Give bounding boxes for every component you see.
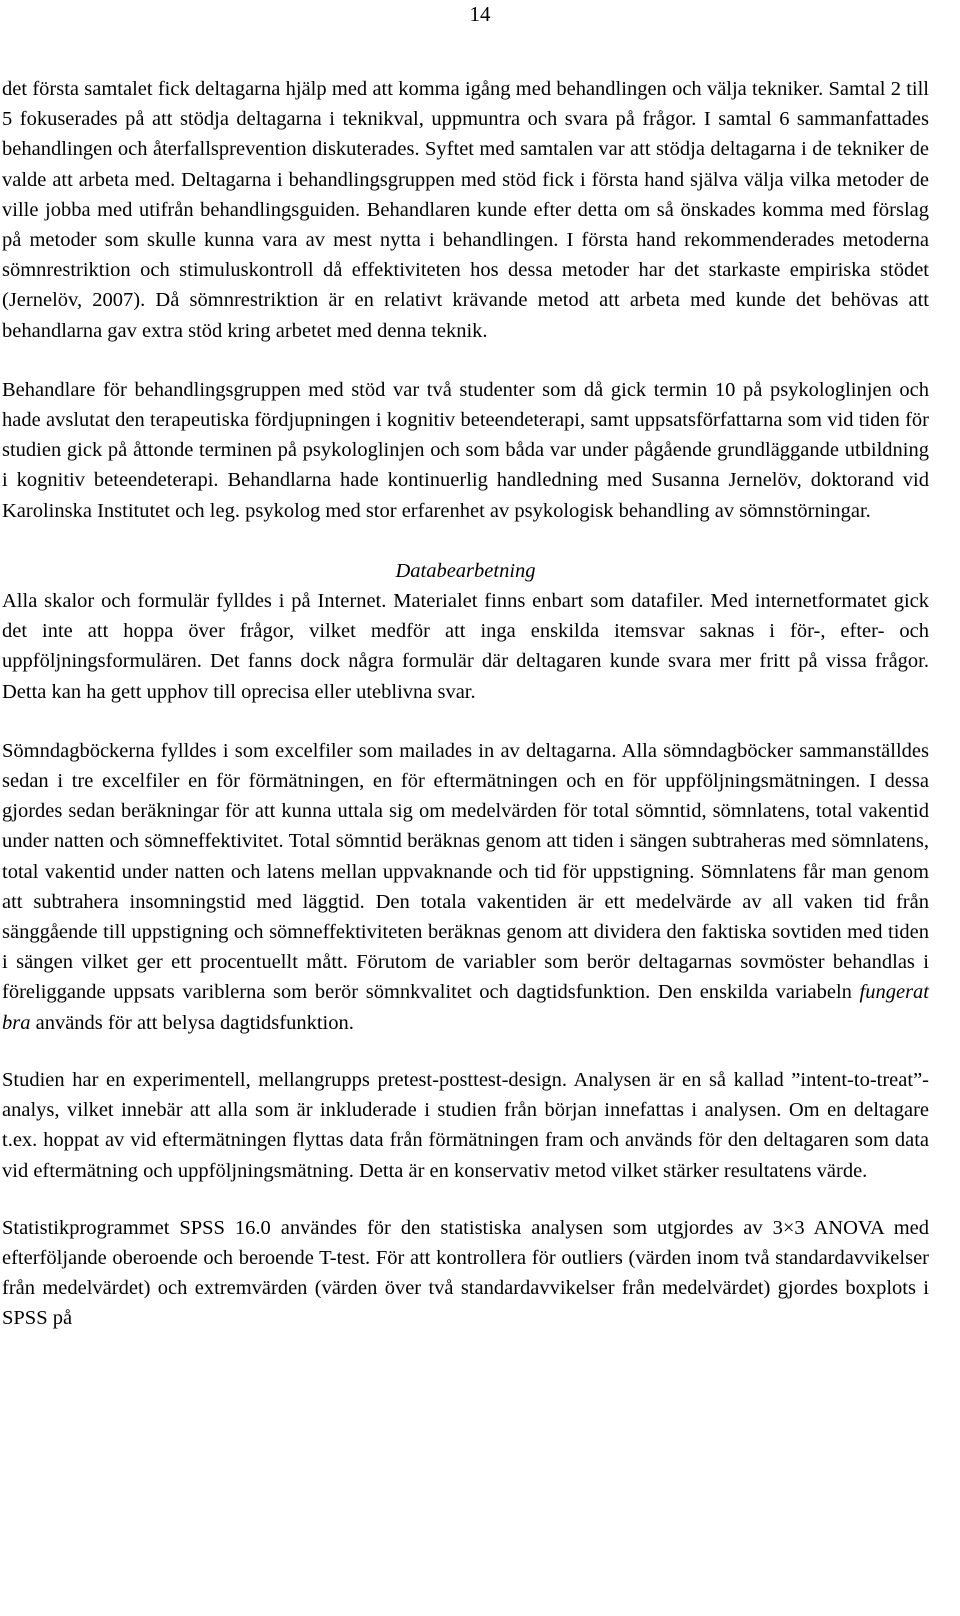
paragraph-therapists: Behandlare för behandlingsgruppen med stöd var två studenter som då gick termin 10 på psykologlinjen och hade avslutat den terapeutiska fördjupningen i kognitiv beteendeterapi, samt uppsatsförfattarna som vid tiden för studien gick på åttonde terminen på psykologlinjen och som båda var under pågående grundläggande utbildning i kognitiv beteendeterapi. Behandlarna hade kontinuerlig handledning med Susanna Jernelöv, doktorand vid Karolinska Institutet och leg. psykolog med stor erfarenhet av psykologisk behandling av sömnstörningar. xyxy=(2,378,929,522)
paragraph-forms: Alla skalor och formulär fylldes i på Internet. Materialet finns enbart som datafiler. Med internetformatet gick det inte att hoppa över frågor, vilket medför att inga enskilda itemsvar saknas i för-, efter- och uppföljningsformulären. Det fanns dock några formulär där deltagaren kunde svara mer fritt på vissa frågor. Detta kan ha gett upphov till oprecisa eller uteblivna svar. xyxy=(2,590,929,703)
document-body xyxy=(2,74,929,1334)
section-heading-databearbetning: Databearbetning xyxy=(395,559,536,582)
sleep-diaries-text-end: används för att belysa dagtidsfunktion. xyxy=(30,1011,354,1034)
sleep-diaries-text: Sömndagböckerna fylldes i som excelfiler som mailades in av deltagarna. Alla sömndagböcker sammanställdes sedan i tre excelfiler en för förmätningen, en för eftermätningen och en för uppföljningsmätningen. I dessa gjordes sedan beräkningar för att kunna uttala sig om medelvärden för total sömntid, sömnlatens, total vakentid under natten och sömneffektivitet. Total sömntid beräknas genom att tiden i sängen subtraheras med sömnlatens, total vakentid under natten och latens mellan uppvaknande och tid för uppstigning. Sömnlatens får man genom att subtrahera insomningstid med läggtid. Den totala vakentiden är ett medelvärde av all vaken tid från sänggående till uppstigning och sömneffektiviteten beräknas genom att dividera den faktiska sovtiden med tiden i sängen vilket ger ett procentuellt mått. Förutom de variabler som berör deltagarnas sovmöster behandlas i föreliggande uppsats variblerna som berör sömnkvalitet och dagtidsfunktion. Den enskilda variabeln xyxy=(2,739,929,1004)
paragraph-statistics: Statistikprogrammet SPSS 16.0 användes för den statistiska analysen som utgjordes av 3×3 ANOVA med efterföljande oberoende och beroende T-test. För att kontrollera för outliers (värden inom två standardavvikelser från medelvärdet) och extremvärden (värden över två standardavvikelser från medelvärdet) gjordes boxplots i SPSS på xyxy=(2,1216,929,1330)
paragraph-sleep-diaries xyxy=(2,736,929,1038)
page-number: 14 xyxy=(469,2,491,26)
paragraph-treatment-sessions: det första samtalet fick deltagarna hjälp med att komma igång med behandlingen och välja tekniker. Samtal 2 till 5 fokuserades på att stödja deltagarna i teknikval, uppmuntra och svara på frågor. I samtal 6 sammanfattades behandlingen och återfallsprevention diskuterades. Syftet med samtalen var att stödja deltagarna i de tekniker de valde att arbeta med. Deltagarna i behandlingsgruppen med stöd fick i första hand själva välja vilka metoder de ville jobba med utifrån behandlingsguiden. Behandlaren kunde efter detta om så önskades komma med förslag på metoder som skulle kunna vara av mest nytta i behandlingen. I första hand rekommenderades metoderna sömnrestriktion och stimuluskontroll då effektiviteten hos dessa metoder har det starkaste empiriska stödet (Jernelöv, 2007). Då sömnrestriktion är en relativt krävande metod att arbeta med kunde det behövas att behandlarna gav extra stöd kring arbetet med denna teknik. xyxy=(2,78,929,342)
paragraph-study-design: Studien har en experimentell, mellangrupps pretest-posttest-design. Analysen är en så kallad ”intent-to-treat”- analys, vilket innebär att alla som är inkluderade i studien från början innefattas i analysen. Om en deltagare t.ex. hoppat av vid eftermätningen flyttas data från förmätningen fram och används för den deltagaren som data vid eftermätning och uppföljningsmätning. Detta är en konservativ metod vilket stärker resultatens värde. xyxy=(2,1068,929,1182)
variable-name-italic: fungerat bra xyxy=(2,981,929,1034)
